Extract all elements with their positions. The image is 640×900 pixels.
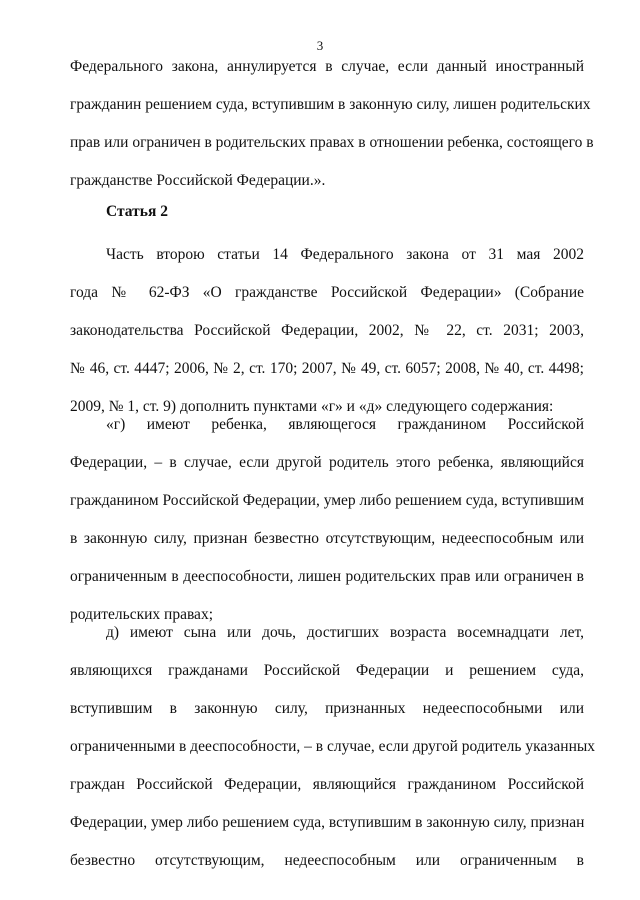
paragraph-point-g <box>70 406 584 634</box>
text-line: граждан Российской Федерации, являющийся гражданином Российской <box>70 776 584 793</box>
article-heading: Статья 2 <box>106 203 168 220</box>
text-line: д) имеют сына или дочь, достигших возраста восемнадцати лет, <box>106 624 584 641</box>
text-line: Часть второю статьи 14 Федерального закона от 31 мая 2002 <box>106 246 584 263</box>
text-line: Федерации, умер либо решением суда, вступившим в законную силу, признан <box>70 814 585 831</box>
text-line: гражданин решением суда, вступившим в законную силу, лишен родительских <box>70 96 591 113</box>
paragraph-point-d <box>70 614 596 880</box>
paragraph-continuation <box>70 48 594 200</box>
text-line: гражданином Российской Федерации, умер либо решением суда, вступившим <box>70 492 585 509</box>
paragraph-article-2 <box>70 236 584 426</box>
text-line: ограниченными в дееспособности, – в случае, если другой родитель указанных <box>70 738 596 755</box>
text-line: родительских правах; <box>70 606 213 623</box>
text-line: 2009, № 1, ст. 9) дополнить пунктами «г» и «д» следующего содержания: <box>70 398 554 415</box>
text-line: № 46, ст. 4447; 2006, № 2, ст. 170; 2007, № 49, ст. 6057; 2008, № 40, ст. 4498; <box>70 360 584 377</box>
text-line: года № 62-ФЗ «О гражданстве Российской Федерации» (Собрание <box>70 284 584 301</box>
text-line: Федерации, – в случае, если другой родитель этого ребенка, являющийся <box>70 454 584 471</box>
text-line: в законную силу, признан безвестно отсутствующим, недееспособным или <box>70 530 584 547</box>
text-line: безвестно отсутствующим, недееспособным или ограниченным в <box>70 852 584 869</box>
text-line: «г) имеют ребенка, являющегося гражданином Российской <box>106 416 584 433</box>
text-line: являющихся гражданами Российской Федерации и решением суда, <box>70 662 584 679</box>
text-line: гражданстве Российской Федерации.». <box>70 172 326 189</box>
text-line: законодательства Российской Федерации, 2002, № 22, ст. 2031; 2003, <box>70 322 584 339</box>
text-line: прав или ограничен в родительских правах в отношении ребенка, состоящего в <box>70 134 594 151</box>
text-line: ограниченным в дееспособности, лишен родительских прав или ограничен в <box>70 568 584 585</box>
page-number: 3 <box>316 38 324 53</box>
text-line: вступившим в законную силу, признанных недееспособными или <box>70 700 584 717</box>
text-line: Федерального закона, аннулируется в случае, если данный иностранный <box>70 58 584 75</box>
